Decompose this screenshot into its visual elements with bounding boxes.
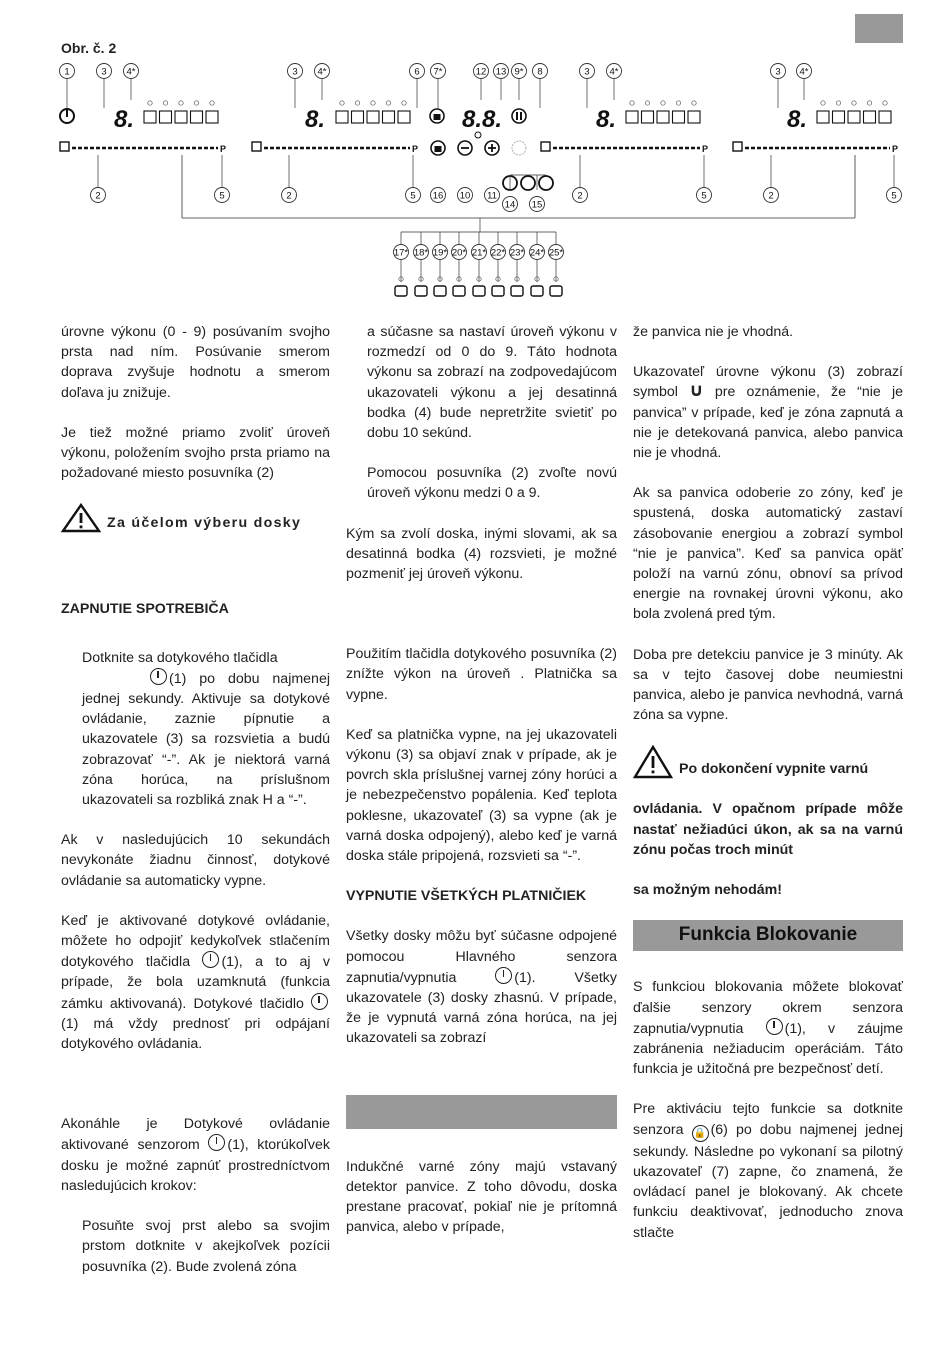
paragraph bbox=[61, 648, 330, 811]
level-led bbox=[210, 101, 214, 105]
pause-bar bbox=[520, 112, 522, 120]
callout-label: 8 bbox=[537, 66, 543, 78]
pause-icon bbox=[512, 109, 526, 123]
level-indicator-box bbox=[879, 111, 891, 123]
paragraph: Indukčné varné zóny majú vstavaný detektor panvice. Z toho dôvodu, doska prestane pracovať, pokiaľ nie je prítomná panvica, alebo v prípade, bbox=[346, 1158, 617, 1236]
callout-label: 7* bbox=[433, 66, 443, 78]
slider-max-label: P bbox=[412, 144, 419, 154]
callout-label: 9* bbox=[514, 66, 524, 78]
level-led bbox=[867, 101, 871, 105]
warning-note bbox=[633, 745, 903, 779]
section-heading: ZAPNUTIE SPOTREBIČA bbox=[61, 601, 229, 618]
column-2 bbox=[346, 322, 617, 1258]
callout-label: 3 bbox=[101, 66, 107, 78]
level-indicator-box bbox=[673, 111, 685, 123]
level-led bbox=[148, 101, 152, 105]
paragraph-text: (1), ktorúkoľvek dosku je možné zapnúť prostredníctvom nasledujúcich krokov: bbox=[61, 1137, 330, 1194]
paragraph bbox=[61, 911, 330, 1054]
paragraph: Kým sa zvolí doska, inými slovami, ak sa desatinná bodka (4) rozsvieti, je možné pozmeniť jej úroveň výkonu. bbox=[346, 525, 617, 583]
cooking-function-icon bbox=[492, 286, 504, 296]
callout-label: 3 bbox=[292, 66, 298, 78]
zone-select-icon bbox=[252, 142, 261, 151]
level-led bbox=[179, 101, 183, 105]
slider-max-label: P bbox=[892, 144, 899, 154]
lock-button-body bbox=[435, 146, 442, 152]
callout-label: 19* bbox=[432, 247, 448, 259]
cooking-function-icon bbox=[434, 286, 446, 296]
section-title: Funkcia Blokovanie bbox=[633, 920, 903, 951]
level-indicator-box bbox=[191, 111, 203, 123]
paragraph-text: Dotknite sa dotykového tlačidla bbox=[82, 649, 278, 666]
function-button-icon bbox=[539, 176, 553, 190]
callout-label: 3 bbox=[584, 66, 590, 78]
level-led bbox=[661, 101, 665, 105]
section-title-bar bbox=[346, 1095, 617, 1129]
callout-label: 20* bbox=[451, 247, 467, 259]
power-icon bbox=[150, 668, 167, 685]
callout-label: 4* bbox=[126, 66, 136, 78]
level-indicator-box bbox=[688, 111, 700, 123]
warning-note bbox=[61, 503, 330, 533]
level-indicator-box bbox=[817, 111, 829, 123]
zone-display-digit: 8. bbox=[596, 106, 617, 133]
level-indicator-box bbox=[144, 111, 156, 123]
paragraph: Keď sa platnička vypne, na jej ukazovateli výkonu (3) sa objaví znak v prípade, ak je povrch skla príslušnej varnej zóny horúci a je nebezpečenstvo popálenia. Keď teplota poklesne, ukazovateľ (3) sa vypne (ak je varná doska odpojený), alebo keď je varná doska stále pripojená, rozsvieti sa “-”. bbox=[346, 726, 617, 865]
paragraph-text: Akonáhle je Dotykové ovládanie aktivované senzorom bbox=[61, 1116, 330, 1154]
callout-label: 23* bbox=[509, 247, 525, 259]
paragraph-text: Všetky dosky môžu byť súčasne odpojené pomocou Hlavného senzora zapnutia/vypnutia bbox=[346, 928, 617, 986]
level-indicator-box bbox=[657, 111, 669, 123]
paragraph-text: pre oznámenie, že “nie je panvica” v prípade, keď je zóna zapnutá a nie je detekovaná panvica, alebo panvica nie je vhodná. bbox=[633, 384, 903, 462]
zone-select-icon bbox=[733, 142, 742, 151]
level-led bbox=[402, 101, 406, 105]
callout-label: 11 bbox=[487, 190, 497, 202]
callout-label: 3 bbox=[775, 66, 781, 78]
level-led bbox=[852, 101, 856, 105]
paragraph: Posuňte svoj prst alebo sa svojim prstom dotknite v akejkoľvek pozícii posuvníka (2). Bude zvolená zóna bbox=[82, 1218, 330, 1275]
timer-display: 8.8. bbox=[462, 106, 503, 133]
paragraph bbox=[61, 1114, 330, 1196]
zone-display-digit: 8. bbox=[114, 106, 135, 133]
warning-icon bbox=[61, 503, 101, 533]
empty-sensor bbox=[512, 141, 526, 155]
level-led bbox=[194, 101, 198, 105]
column-1 bbox=[61, 322, 330, 1297]
level-indicator-box bbox=[398, 111, 410, 123]
power-icon bbox=[311, 993, 328, 1010]
level-led bbox=[163, 101, 167, 105]
level-indicator-box bbox=[626, 111, 638, 123]
paragraph bbox=[633, 977, 903, 1079]
zone-display-digit: 8. bbox=[305, 106, 326, 133]
callout-label: 5 bbox=[891, 190, 897, 202]
cooking-function-icon bbox=[395, 286, 407, 296]
callout-label: 2 bbox=[95, 190, 101, 202]
level-led bbox=[386, 101, 390, 105]
paragraph-text: (1) má vždy prednosť pri odpájaní dotykového ovládania. bbox=[61, 1015, 330, 1053]
column-3 bbox=[633, 322, 903, 1263]
paragraph-text: S funkciou blokovania môžete blokovať ďalšie senzory okrem senzora zapnutia/vypnutia bbox=[633, 979, 903, 1037]
cooking-function-icon bbox=[415, 286, 427, 296]
paragraph-text: Pre aktiváciu tejto funkcie sa dotknite senzora bbox=[633, 1101, 903, 1138]
callout-label: 18* bbox=[413, 247, 429, 259]
callout-label: 14 bbox=[504, 199, 516, 211]
zone-select-icon bbox=[60, 142, 69, 151]
paragraph: že panvica nie je vhodná. bbox=[633, 324, 794, 340]
paragraph: Je tiež možné priamo zvoliť úroveň výkonu, položením svojho prsta priamo na požadované miesto posuvníka (2) bbox=[61, 424, 330, 482]
figure-label: Obr. č. 2 bbox=[61, 40, 117, 56]
level-led bbox=[371, 101, 375, 105]
zone-display-digit: 8. bbox=[787, 106, 808, 133]
paragraph-text: (1). Všetky ukazovatele (3) dosky zhasnú. V prípade, že je vypnutá varná zóna horúca, na jej ukazovateli sa zobrazí bbox=[346, 969, 617, 1047]
warning-text: sa možným nehodám! bbox=[633, 882, 782, 899]
zone-select-icon bbox=[541, 142, 550, 151]
level-indicator-box bbox=[160, 111, 172, 123]
warning-text: Po dokončení vypnite varnú bbox=[679, 761, 869, 778]
section-heading: VYPNUTIE VŠETKÝCH PLATNIČIEK bbox=[346, 888, 587, 905]
paragraph: Ak sa panvica odoberie zo zóny, keď je spustená, doska automatický zastaví zásobovanie energiou a zobrazí symbol “nie je panvica”. Keď sa panvica opäť položí na varnú zónu, obnoví sa prívod energie na rovnakej úrovni výkonu, ako bola zvolená pred tým. bbox=[633, 485, 903, 623]
cooking-function-icon bbox=[531, 286, 543, 296]
paragraph: Pomocou posuvníka (2) zvoľte novú úroveň výkonu medzi 0 a 9. bbox=[367, 465, 617, 502]
level-indicator-box bbox=[336, 111, 348, 123]
control-panel-diagram bbox=[0, 60, 950, 310]
paragraph: Doba pre detekciu panvice je 3 minúty. Ak sa v tejto časovej dobe neumiestni panvica, alebo je panvica nevhodná, varná zóna sa vypne. bbox=[633, 646, 903, 724]
callout-label: 16 bbox=[432, 190, 444, 202]
callout-label: 15 bbox=[531, 199, 543, 211]
cooking-function-icon bbox=[473, 286, 485, 296]
slider-max-label: P bbox=[220, 144, 227, 154]
pause-bar bbox=[516, 112, 518, 120]
callout-label: 6 bbox=[414, 66, 420, 78]
level-indicator-box bbox=[848, 111, 860, 123]
level-indicator-box bbox=[206, 111, 218, 123]
level-led bbox=[645, 101, 649, 105]
callout-label: 24* bbox=[529, 247, 545, 259]
corner-tab bbox=[855, 14, 903, 43]
paragraph-text: Keď je aktivované dotykové ovládanie, môžete ho odpojiť kedykoľvek stlačením dotykového tlačidla bbox=[61, 912, 330, 971]
paragraph bbox=[633, 362, 903, 463]
callout-label: 4* bbox=[317, 66, 327, 78]
callout-label: 17* bbox=[393, 247, 409, 259]
power-icon bbox=[202, 951, 219, 968]
level-indicator-box bbox=[352, 111, 364, 123]
callout-label: 4* bbox=[799, 66, 809, 78]
warning-text: Za účelom výberu dosky bbox=[107, 515, 302, 532]
callout-label: 25* bbox=[548, 247, 564, 259]
no-pan-symbol-icon: ∪ bbox=[689, 380, 704, 401]
power-icon bbox=[766, 1018, 783, 1035]
callout-label: 12 bbox=[475, 66, 487, 78]
level-led bbox=[355, 101, 359, 105]
level-led bbox=[676, 101, 680, 105]
callout-label: 21* bbox=[471, 247, 487, 259]
lock-icon-body bbox=[434, 114, 441, 120]
paragraph-text: Ukazovateľ úrovne výkonu (3) zobrazí symbol bbox=[633, 364, 903, 401]
cooking-function-icon bbox=[511, 286, 523, 296]
level-indicator-box bbox=[367, 111, 379, 123]
level-indicator-box bbox=[864, 111, 876, 123]
level-led bbox=[836, 101, 840, 105]
lock-icon: 🔒 bbox=[692, 1125, 709, 1142]
callout-label: 2 bbox=[577, 190, 583, 202]
paragraph: úrovne výkonu (0 - 9) posúvaním svojho prsta nad ním. Posúvanie smerom doprava zvyšuje hodnotu a smerom doľava ju znižuje. bbox=[61, 324, 330, 401]
level-indicator-box bbox=[833, 111, 845, 123]
warning-text: ovládania. V opačnom prípade môže nastať nežiadúci úkon, ak sa na varnú zónu počas troch minút bbox=[633, 801, 903, 858]
paragraph: Ak v nasledujúcich 10 sekundách nevykonáte žiadnu činnosť, dotykové ovládanie sa automaticky vypne. bbox=[61, 832, 330, 889]
callout-label: 4* bbox=[609, 66, 619, 78]
level-led bbox=[821, 101, 825, 105]
warning-icon bbox=[633, 745, 673, 779]
level-led bbox=[630, 101, 634, 105]
callout-label: 5 bbox=[410, 190, 416, 202]
cooking-function-icon bbox=[453, 286, 465, 296]
callout-label: 2 bbox=[286, 190, 292, 202]
level-indicator-box bbox=[642, 111, 654, 123]
power-icon bbox=[495, 967, 512, 984]
paragraph bbox=[633, 1099, 903, 1242]
slider-max-label: P bbox=[702, 144, 709, 154]
level-indicator-box bbox=[383, 111, 395, 123]
paragraph: Použitím tlačidla dotykového posuvníka (2) znížte výkon na úroveň . Platnička sa vypne. bbox=[346, 646, 617, 703]
function-button-icon bbox=[521, 176, 535, 190]
level-led bbox=[883, 101, 887, 105]
paragraph bbox=[346, 926, 617, 1048]
cooking-function-icon bbox=[550, 286, 562, 296]
paragraph: a súčasne sa nastaví úroveň výkonu v rozmedzí od 0 do 9. Táto hodnota výkonu sa zobrazí na zodpovedajúcom ukazovateli výkonu a jej desatinná bodka (4) bude nepretržite svietiť po dobu 10 sekúnd. bbox=[367, 324, 617, 442]
callout-label: 2 bbox=[768, 190, 774, 202]
callout-label: 5 bbox=[701, 190, 707, 202]
paragraph-text: (1), v záujme zabránenia nežiaducim operáciám. Táto funkcia je užitočná pre bezpečnosť detí. bbox=[633, 1020, 903, 1078]
level-led bbox=[340, 101, 344, 105]
callout-label: 10 bbox=[459, 190, 471, 202]
paragraph-text: (1) po dobu najmenej jednej sekundy. Aktivuje sa dotykové ovládanie, zaznie pípnutie a ukazovatele (3) sa rozsvietia a budú zobrazovať “-”. Ak je niektorá varná zóna horúca, na príslušnom ukazovateli sa rozbliká znak H a “-”. bbox=[82, 670, 330, 809]
callout-label: 22* bbox=[490, 247, 506, 259]
level-led bbox=[692, 101, 696, 105]
paragraph-text: (6) po dobu najmenej jednej sekundy. Následne po vykonaní sa pilotný ukazovateľ (7) zapne, čo znamená, že ovládací panel je blokovaný. Ak chcete funkciu deaktivovať, jednoducho znova stlačte bbox=[633, 1121, 903, 1241]
callout-label: 13 bbox=[495, 66, 507, 78]
callout-label: 1 bbox=[64, 66, 70, 78]
level-indicator-box bbox=[175, 111, 187, 123]
power-icon bbox=[208, 1134, 225, 1151]
paragraph-text: (1), a to aj v prípade, že bola uzamknutá (funkcia zámku aktivovaná). Dotykové tlačidlo bbox=[61, 954, 330, 1012]
callout-label: 5 bbox=[219, 190, 225, 202]
